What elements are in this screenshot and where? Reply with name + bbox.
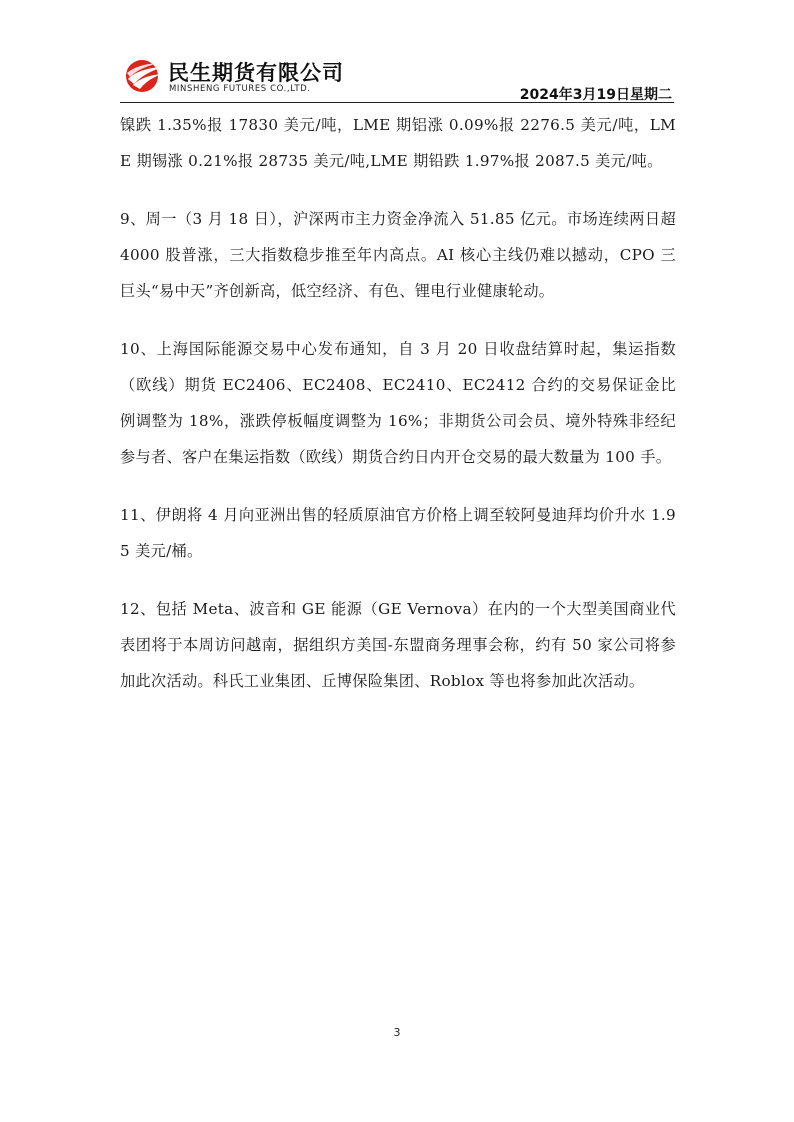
page-header: [0, 0, 794, 104]
document-body: [120, 107, 676, 721]
company-name-cn: 民生期货有限公司: [168, 61, 344, 85]
minsheng-logo-icon: [124, 58, 164, 94]
paragraph-item-12: 12、包括 Meta、波音和 GE 能源（GE Vernova）在内的一个大型美国商业代表团将于本周访问越南，据组织方美国-东盟商务理事会称，约有 50 家公司将参加此次活动。科氏工业集团、丘博保险集团、Roblox 等也将参加此次活动。: [120, 600, 676, 690]
paragraph-item-10: 10、上海国际能源交易中心发布通知，自 3 月 20 日收盘结算时起，集运指数（欧线）期货 EC2406、EC2408、EC2410、EC2412 合约的交易保证金比例调整为 18%，涨跌停板幅度调整为 16%；非期货公司会员、境外特殊非经纪参与者、客户在集运指数（欧线）期货合约日内开仓交易的最大数量为 100 手。: [120, 340, 676, 466]
header-divider: [120, 102, 674, 103]
report-date: 2024年3月19日星期二: [519, 87, 672, 103]
paragraph-item-11: 11、伊朗将 4 月向亚洲出售的轻质原油官方价格上调至较阿曼迪拜均价升水 1.95 美元/桶。: [120, 506, 676, 560]
paragraph-item-9: 9、周一（3 月 18 日），沪深两市主力资金净流入 51.85 亿元。市场连续两日超 4000 股普涨，三大指数稳步推至年内高点。AI 核心主线仍难以撼动，CPO 三巨头“易中天”齐创新高，低空经济、有色、锂电行业健康轮动。: [120, 210, 676, 300]
page-number: 3: [393, 1026, 401, 1039]
company-name-en: MINSHENG FUTURES CO.,LTD.: [169, 84, 311, 94]
paragraph-metals: 镍跌 1.35%报 17830 美元/吨，LME 期铝涨 0.09%报 2276.5 美元/吨，LME 期锡涨 0.21%报 28735 美元/吨,LME 期铅跌 1.97%报 2087.5 美元/吨。: [120, 116, 676, 170]
company-logo: [124, 56, 364, 100]
